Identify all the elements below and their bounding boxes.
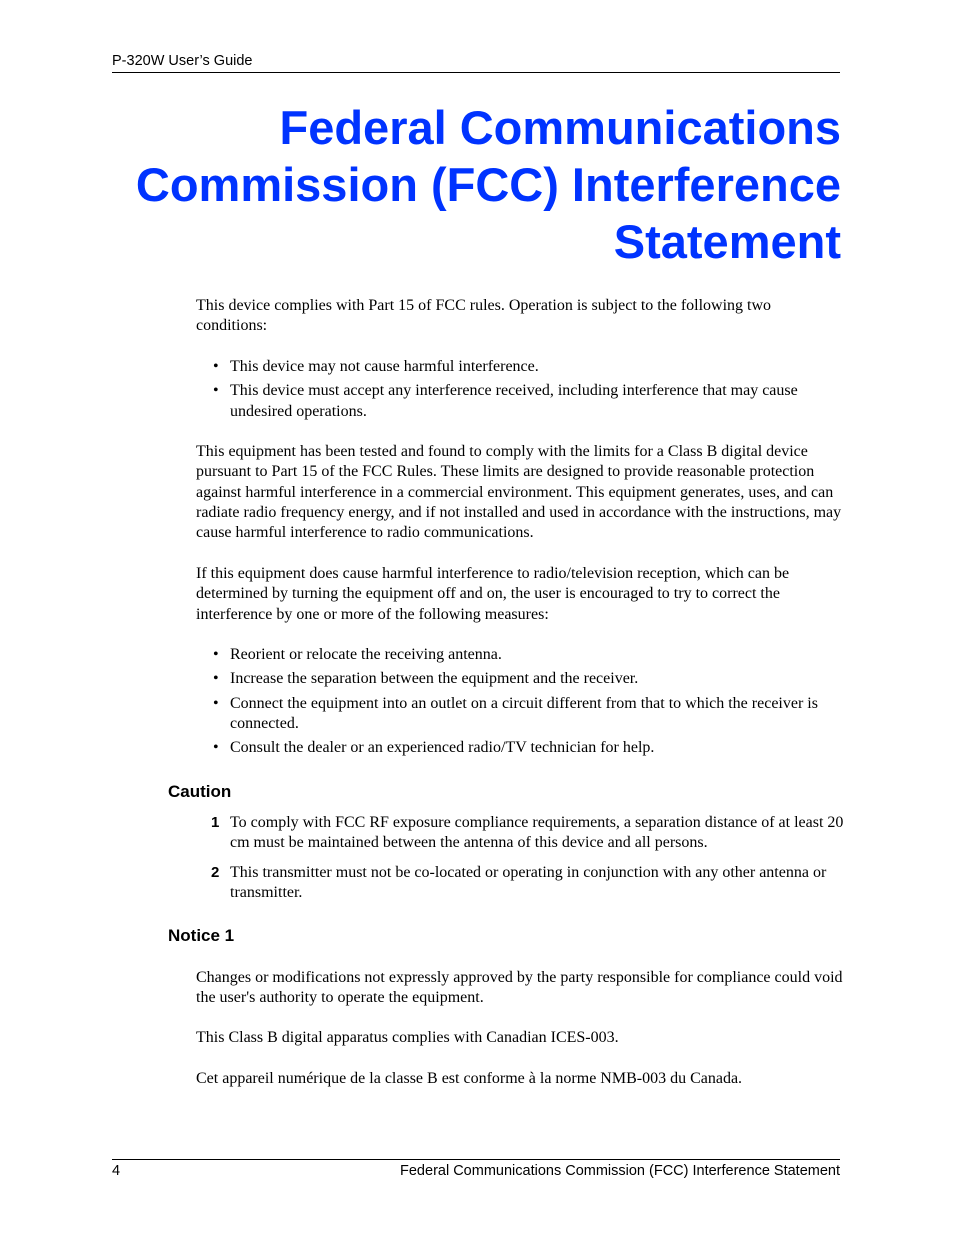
list-item-text: This device may not cause harmful interference. bbox=[230, 358, 539, 375]
bullet-icon: • bbox=[213, 739, 219, 757]
list-item bbox=[196, 694, 844, 735]
bullet-icon: • bbox=[213, 646, 219, 663]
list-item bbox=[196, 645, 844, 665]
footer-chapter-title: Federal Communications Commission (FCC) Interference Statement bbox=[400, 1163, 840, 1179]
list-item-text: Increase the separation between the equipment and the receiver. bbox=[230, 670, 639, 688]
running-header-title: P-320W User’s Guide bbox=[112, 53, 253, 69]
bullet-icon: • bbox=[213, 694, 219, 712]
page-title-line-3: Statement bbox=[613, 215, 841, 268]
caution-list bbox=[196, 813, 844, 912]
bullet-icon: • bbox=[213, 358, 219, 375]
list-item-text: This device must accept any interference received, including interference that may cause undesired operations. bbox=[230, 382, 798, 420]
page-title-line-1: Federal Communications bbox=[279, 101, 841, 154]
list-item bbox=[196, 381, 844, 422]
notice-heading: Notice 1 bbox=[168, 926, 235, 945]
item-number: 2 bbox=[211, 863, 220, 881]
list-item bbox=[196, 813, 844, 854]
page-title bbox=[101, 99, 841, 270]
list-item-text: Connect the equipment into an outlet on a circuit different from that to which the receiver is connected. bbox=[230, 694, 818, 732]
page-number: 4 bbox=[112, 1163, 121, 1179]
list-item bbox=[196, 357, 844, 377]
tested-paragraph: This equipment has been tested and found to comply with the limits for a Class B digital device pursuant to Part 15 of the FCC Rules. These limits are designed to provide reasonable protection against harmful interference in a commercial environment. This equipment generates, uses, and can radiate radio frequency energy, and if not installed and used in accordance with the instructions, may cause harmful interference to radio communications. bbox=[196, 443, 842, 542]
intro-paragraph: This device complies with Part 15 of FCC rules. Operation is subject to the following two conditions: bbox=[196, 297, 772, 335]
notice-paragraph-3: Cet appareil numérique de la classe B est conforme à la norme NMB-003 du Canada. bbox=[196, 1070, 743, 1087]
list-item-text: This transmitter must not be co-located or operating in conjunction with any other antenna or transmitter. bbox=[230, 863, 827, 901]
list-item bbox=[196, 863, 844, 904]
conditions-list bbox=[196, 357, 844, 426]
list-item bbox=[196, 738, 844, 758]
page-title-line-2: Commission (FCC) Interference bbox=[135, 158, 841, 211]
list-item-text: To comply with FCC RF exposure compliance requirements, a separation distance of at least 20 cm must be maintained between the antenna of this device and all persons. bbox=[230, 814, 844, 852]
item-number: 1 bbox=[211, 814, 220, 831]
running-header bbox=[112, 52, 840, 73]
running-footer bbox=[112, 1159, 840, 1180]
bullet-icon: • bbox=[213, 382, 219, 400]
bullet-icon: • bbox=[213, 670, 219, 688]
list-item bbox=[196, 669, 844, 689]
caution-heading: Caution bbox=[168, 782, 232, 801]
interference-paragraph: If this equipment does cause harmful interference to radio/television reception, which can be determined by turning the equipment off and on, the user is encouraged to try to correct the interference by one or more of the following measures: bbox=[196, 565, 790, 623]
measures-list bbox=[196, 645, 844, 762]
list-item-text: Consult the dealer or an experienced radio/TV technician for help. bbox=[230, 739, 655, 757]
notice-paragraph-2: This Class B digital apparatus complies with Canadian ICES-003. bbox=[196, 1029, 619, 1046]
list-item-text: Reorient or relocate the receiving antenna. bbox=[230, 646, 502, 663]
notice-paragraph-1: Changes or modifications not expressly approved by the party responsible for compliance could void the user's authority to operate the equipment. bbox=[196, 969, 843, 1007]
